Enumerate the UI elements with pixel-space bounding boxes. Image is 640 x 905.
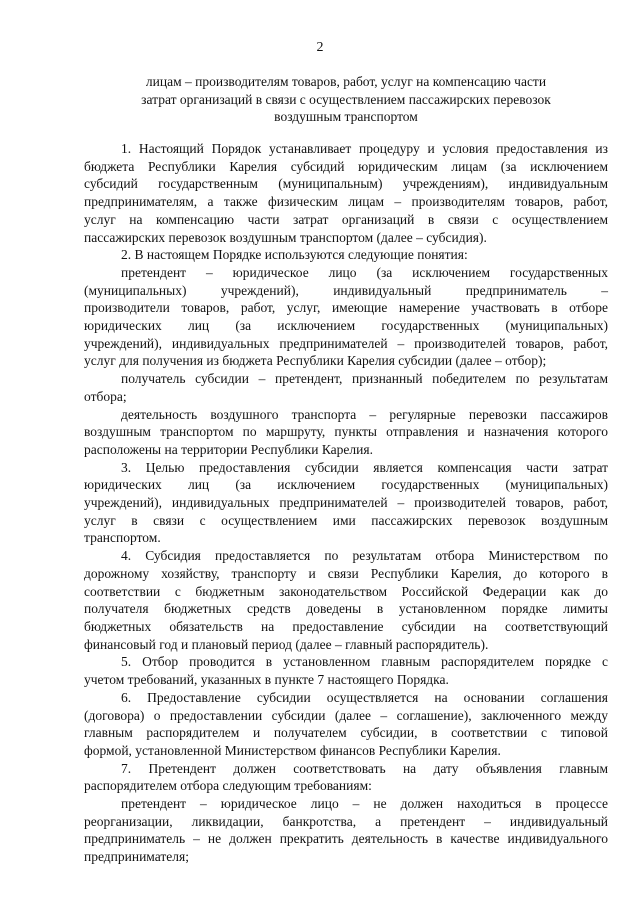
text-line: транспортом. (84, 530, 161, 546)
definition-air-transport (84, 406, 608, 459)
definition-applicant (84, 264, 608, 370)
text-line: предприниматель – не должен прекратить деятельность в качестве индивидуального (84, 831, 608, 847)
text-line: услуг в связи с осуществлением ими пассажирских перевозок воздушным (84, 512, 608, 528)
text-line: получателя бюджетных средств доведены в установленном порядке лимиты (84, 601, 608, 617)
text-line: производители товаров, работ, услуг, имеющие намерение участвовать в отборе (84, 300, 608, 316)
text-line: формой, установленной Министерством финансов Республики Карелия. (84, 742, 501, 758)
page-number: 2 (316, 40, 324, 55)
text-line: юридических лиц (за исключением государственных (муниципальных) (84, 477, 608, 493)
text-line: 4. Субсидия предоставляется по результатам отбора Министерством по (121, 548, 608, 564)
paragraph-2 (84, 246, 608, 264)
text-line: услуг для получения из бюджета Республики Карелия субсидии (далее – отбор); (84, 353, 547, 369)
requirement-item (84, 795, 608, 866)
text-line: реорганизации, ликвидации, банкротства, а претендент – индивидуальный (84, 813, 608, 829)
text-line: 7. Претендент должен соответствовать на дату объявления главным (121, 760, 608, 776)
paragraph-3 (84, 459, 608, 548)
text-line: пассажирских перевозок воздушным транспортом (далее – субсидия). (84, 229, 487, 245)
title-line: затрат организаций в связи с осуществлением пассажирских перевозок (141, 91, 551, 107)
text-line: воздушным транспортом по маршруту, пункты отправления и назначения которого (84, 424, 608, 440)
text-line: претендент – юридическое лицо – не должен находиться в процессе (121, 796, 608, 812)
text-line: 6. Предоставление субсидии осуществляется на основании соглашения (121, 689, 608, 705)
text-line: (муниципальных) учреждений), индивидуальный предприниматель – (84, 282, 608, 298)
text-line: получатель субсидии – претендент, признанный победителем по результатам (121, 371, 608, 387)
document-title (84, 73, 608, 126)
text-line: бюджета Республики Карелия субсидий юридическим лицам (за исключением (84, 158, 608, 174)
text-line: 3. Целью предоставления субсидии является компенсация части затрат (121, 459, 608, 475)
document-body (84, 140, 608, 866)
title-line: воздушным транспортом (274, 109, 418, 125)
text-line: расположены на территории Республики Карелия. (84, 441, 373, 457)
definition-recipient (84, 370, 608, 405)
text-line: учреждений), индивидуальных предпринимателей – производителей товаров, работ, (84, 335, 608, 351)
text-line: субсидий государственным (муниципальным) учреждениям), индивидуальным (84, 176, 608, 192)
text-line: 1. Настоящий Порядок устанавливает процедуру и условия предоставления из (121, 141, 608, 156)
text-line: соответствии с бюджетным законодательством Российской Федерации как до (84, 583, 608, 599)
text-line: распорядителем отбора следующим требованиям: (84, 778, 372, 794)
paragraph-6 (84, 689, 608, 760)
text-line: 5. Отбор проводится в установленном главным распорядителем порядке с (121, 654, 608, 670)
paragraph-5 (84, 653, 608, 688)
text-line: учетом требований, указанных в пункте 7 настоящего Порядка. (84, 672, 449, 688)
text-line: учреждений), индивидуальных предпринимателей – производителей товаров, работ, (84, 495, 608, 511)
text-line: бюджетных обязательств на предоставление субсидии на соответствующий (84, 618, 608, 634)
text-line: юридических лиц (за исключением государственных (муниципальных) (84, 318, 608, 334)
text-line: финансовый год и плановый период (далее – главный распорядитель). (84, 636, 489, 652)
text-line: 2. В настоящем Порядке используются следующие понятия: (121, 247, 468, 263)
text-line: главным распорядителем и получателем субсидии, в соответствии с типовой (84, 725, 608, 741)
text-line: дорожному хозяйству, транспорту и связи Республики Карелия, до которого в (84, 565, 608, 581)
paragraph-1 (84, 140, 608, 246)
text-line: предпринимателя; (84, 849, 189, 865)
text-line: (договора) о предоставлении субсидии (далее – соглашение), заключенного между (84, 707, 608, 723)
text-line: отбора; (84, 388, 127, 404)
text-line: претендент – юридическое лицо (за исключением государственных (121, 264, 608, 280)
paragraph-7 (84, 760, 608, 795)
text-line: услуг на компенсацию части затрат организаций в связи с осуществлением (84, 211, 608, 227)
title-line: лицам – производителям товаров, работ, услуг на компенсацию части (145, 74, 547, 89)
text-line: деятельность воздушного транспорта – регулярные перевозки пассажиров (121, 406, 608, 422)
paragraph-4 (84, 547, 608, 653)
text-line: предпринимателям, а также физическим лицам – производителям товаров, работ, (84, 194, 608, 210)
